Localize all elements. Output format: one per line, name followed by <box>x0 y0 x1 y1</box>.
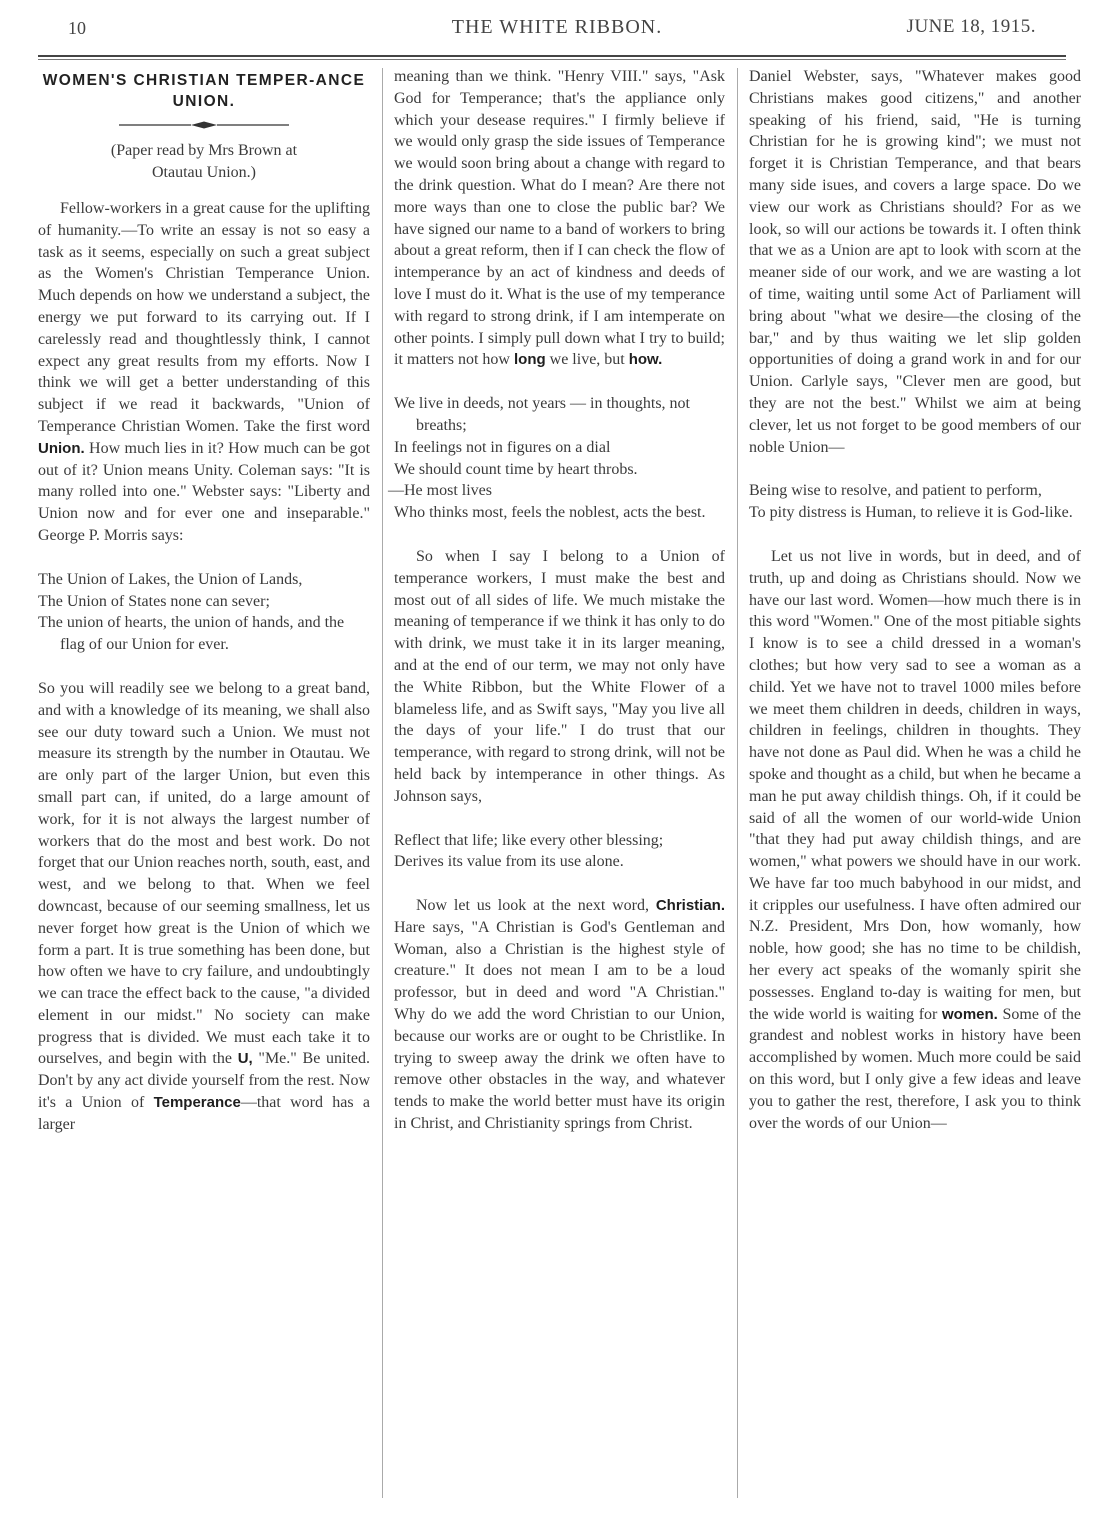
paragraph: So when I say I belong to a Union of temperance workers, I must make the best and most out of all sides of life. We much mistake the meaning of temperance if we think it has only to do with drink, we must take it in its larger meaning, and at the end of our term, we may not only have the White Ribbon, but the White Flower of a blameless life, and as Swift says, "May you live all the days of your life." I do trust that our temperance, with regard to strong drink, will not be held back by intemperance in other things. As Johnson says, <box>394 547 725 805</box>
bold-word: Union. <box>38 439 85 457</box>
paragraph <box>394 895 725 1135</box>
verse-line: We should count time by heart throbs. <box>394 460 638 478</box>
bold-word: Temperance <box>153 1094 241 1112</box>
column-divider <box>737 68 738 1498</box>
paragraph <box>38 198 370 547</box>
verse-line: Derives its value from its use alone. <box>394 853 624 871</box>
paragraph-text: How much lies in it? How much can be got out of it? Union means Unity. Coleman says: "It is many rolled into one." Webster says: "Liberty and Union now and for ever one and inseparable." George P. Morris says: <box>38 439 371 544</box>
bold-word: women. <box>942 1005 998 1023</box>
column-1 <box>38 66 370 1136</box>
paragraph <box>394 66 725 371</box>
verse-line: We live in deeds, not years — in thoughts, not breaths; <box>394 395 690 434</box>
paragraph-text: Let us not live in words, but in deed, and of truth, up and doing as Christians should. Now we have our last word. Women—how much there is in this word "Women." One of the most pitiable sights I know is to see a child dressed in a woman's clothes; but how very sad to see a woman as a child. Yet we have not to travel 1000 miles before we meet them children in deeds, children in ways, children in feelings, children in thoughts. They have not done as Paul did. When he was a child he spoke and thought as a child, but when he became a man he put away childish things. Oh, if it could be said of all the women of our world-wide Union "that they had put away childish things, and are women," what powers we should have in our work. We have far too much babyhood in our midst, and it cripples our usefulness. I have often admired our N.Z. President, Mrs Don, how womanly, how noble, how good; she has no time to be childish, her every act speaks of the womanly spirit she possesses. England to-day is waiting for men, but the wide world is waiting for <box>749 547 1081 1023</box>
verse <box>394 830 725 874</box>
header-rule-thin <box>38 59 1066 60</box>
column-3 <box>749 66 1081 1134</box>
paragraph-text: Some of the grandest and noblest works in history have been accomplished by women. Much more could be said on this word, but I only give a few ideas and leave you to gather the rest, therefore, I ask you to think over the words of our Union— <box>749 1005 1082 1132</box>
page-number: 10 <box>68 18 86 38</box>
subhead-line: Otautau Union.) <box>152 164 256 181</box>
column-divider <box>382 68 383 1498</box>
paragraph <box>749 546 1081 1135</box>
paragraph-text: —that word has a larger <box>38 1094 370 1133</box>
verse-line: The Union of States none can sever; <box>38 592 270 610</box>
verse-line: —He most lives <box>388 482 492 500</box>
verse-line: The union of hearts, the union of hands, and the flag of our Union for ever. <box>38 614 345 654</box>
paragraph-text: So you will readily see we belong to a great band, and with a knowledge of its meaning, we shall also see our duty toward such a Union. We must not measure its strength by the number in Otautau. We are only part of the larger Union, but even this small part can, if united, do a large amount of work, for it is not always the largest number of workers that do the most and best work. Do not forget that our Union reaches north, south, east, and west, and we belong to that. When we feel downcast, because of our seeming smallness, let us never forget how great is the Union of which we form a part. It is true something has been done, but how often we have to cry failure, and undoubtingly we can trace the effect back to the cause, "a divided element in our midst." No society can make progress that is divided. We must each take it to ourselves, and begin with the <box>38 679 370 1068</box>
bold-word: Christian. <box>655 897 726 915</box>
verse-line: In feelings not in figures on a dial <box>394 438 611 456</box>
issue-date: JUNE 18, 1915. <box>906 16 1036 37</box>
article-headline: WOMEN'S CHRISTIAN TEMPER-ANCE UNION. <box>42 72 366 110</box>
header-rule <box>38 55 1066 57</box>
ornament-divider-icon <box>119 120 289 130</box>
masthead <box>0 0 1114 60</box>
verse-line: Reflect that life; like every other blessing; <box>394 831 664 849</box>
paragraph <box>38 678 370 1136</box>
bold-word: how. <box>628 351 663 369</box>
paragraph-text: Fellow-workers in a great cause for the uplifting of humanity.—To write an essay is not so easy a task as it seems, especially on such a great subject as the Women's Christian Temperance Union. Much depends on how we understand a subject, the energy we put forward to its carrying out. If I carelessly read and thoughtlessly think, I cannot expect any great results from my efforts. Now I think we will get a better understanding of this subject if we read it backwards, "Union of Temperance Christian Women. Take the first word <box>38 200 370 435</box>
subhead-line: (Paper read by Mrs Brown at <box>110 142 298 159</box>
paragraph-text: Now let us look at the next word, <box>416 897 649 915</box>
verse-line: Who thinks most, feels the noblest, acts the best. <box>394 504 706 522</box>
verse-line: The Union of Lakes, the Union of Lands, <box>38 570 303 588</box>
paragraph-text: meaning than we think. "Henry VIII." says, "Ask God for Temperance; that's the appliance only which your desease requires." I firmly believe if we would only grasp the side issues of Temperance we would soon bring about a change with regard to the drink question. What do I mean? Are there not more ways than one to close the public bar? We have signed our name to a band of workers to bring about a great reform, then if I can check the flow of intemperance by an act of kindness and deeds of love I must do it. What is the use of my temperance with regard to strong drink, if I am intemperate on other points. I simply pull down what I try to build; it matters not how <box>394 68 725 369</box>
column-2 <box>388 66 726 1135</box>
paragraph-text: Hare says, "A Christian is God's Gentleman and Woman, also a Christian is the highest style of creature." It does not mean I am to be a loud professor, but in deed and word "A Christian." Why do we add the word Christian to our Union, because our works are or ought to be Christlike. In trying to sweep away the drink we often have to remove other obstacles in the way, and whatever tends to make the world better must have its origin in Christ, and Christianity springs from Christ. <box>394 918 725 1133</box>
verse <box>38 569 370 656</box>
bold-word: U, <box>237 1050 253 1068</box>
article-subhead <box>38 140 370 184</box>
verse <box>388 393 725 524</box>
bold-word: long <box>513 351 546 369</box>
verse-line: Being wise to resolve, and patient to perform, <box>749 482 1042 500</box>
paragraph: Daniel Webster, says, "Whatever makes good Christians makes good citizens," and another speaking of his friend, said, "He is turning Christian for he is growing kind"; we must not forget it is Christian Temperance, and that bears many side isues, and covers a large space. Do we view our work as Christians should? For as we look, so will our actions be towards it. I often think that we as a Union are apt to look with scorn at the meaner side of our work, and we are wasting a lot of time, waiting until some Act of Parliament will bring about "what we desire—the closing of the bar," and by thus waiting we let slip golden opportunities of doing a grand work in and for our Union. Carlyle says, "Clever men are good, but they are not the best." Whilst we aim at being clever, let us not forget to be good members of our noble Union— <box>749 68 1081 456</box>
paragraph-text: we live, but <box>549 351 625 369</box>
newspaper-title: THE WHITE RIBBON. <box>451 16 663 38</box>
paragraph-text: "Me." Be united. Don't by any act divide yourself from the rest. Now it's a Union of <box>38 1050 371 1112</box>
verse <box>749 480 1081 524</box>
verse-line: To pity distress is Human, to relieve it is God-like. <box>749 504 1073 522</box>
